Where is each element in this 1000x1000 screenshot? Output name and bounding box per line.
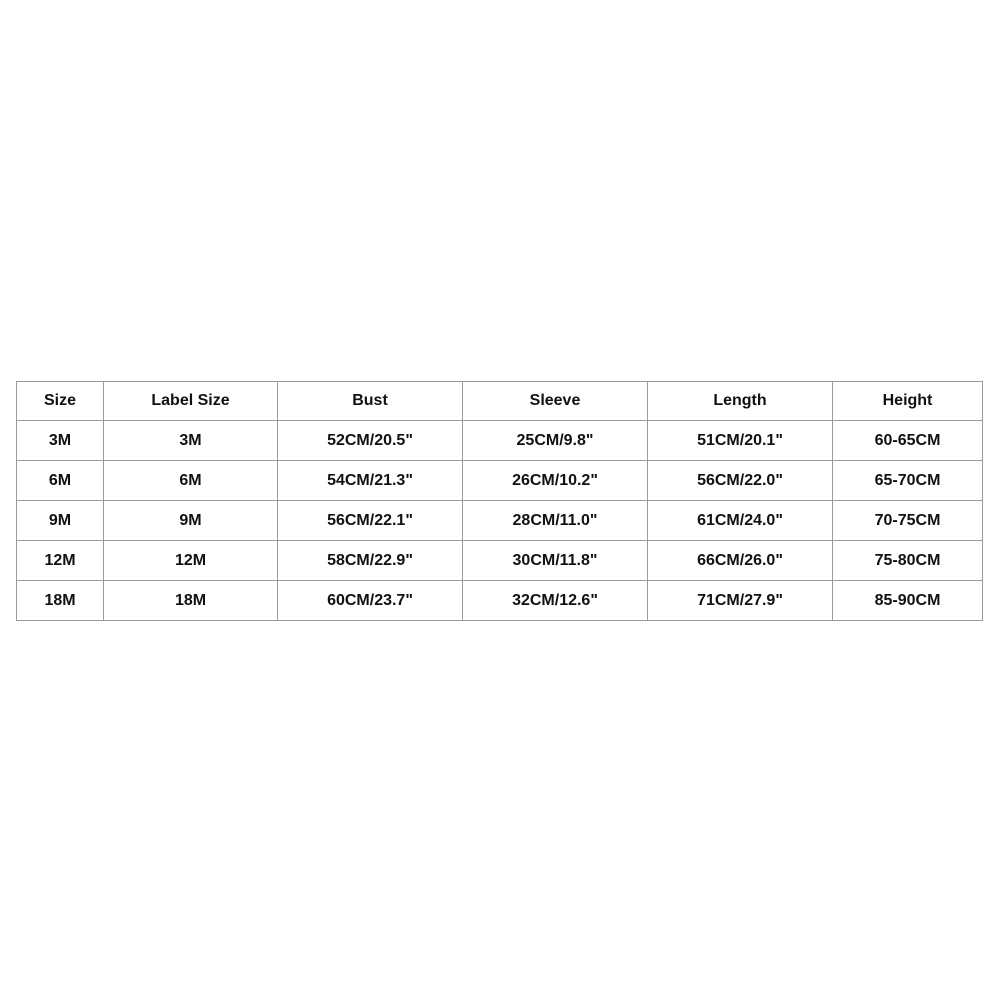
cell-length: 71CM/27.9" — [648, 581, 833, 621]
size-chart-container — [16, 381, 982, 621]
cell-size: 3M — [17, 421, 104, 461]
table-row — [17, 461, 983, 501]
header-length: Length — [648, 382, 833, 421]
cell-size: 12M — [17, 541, 104, 581]
cell-size: 18M — [17, 581, 104, 621]
cell-sleeve: 25CM/9.8" — [463, 421, 648, 461]
header-size: Size — [17, 382, 104, 421]
cell-length: 66CM/26.0" — [648, 541, 833, 581]
cell-length: 51CM/20.1" — [648, 421, 833, 461]
cell-bust: 58CM/22.9" — [278, 541, 463, 581]
header-bust: Bust — [278, 382, 463, 421]
cell-height: 70-75CM — [833, 501, 983, 541]
cell-length: 61CM/24.0" — [648, 501, 833, 541]
cell-height: 75-80CM — [833, 541, 983, 581]
cell-length: 56CM/22.0" — [648, 461, 833, 501]
cell-label-size: 3M — [104, 421, 278, 461]
cell-sleeve: 26CM/10.2" — [463, 461, 648, 501]
cell-label-size: 6M — [104, 461, 278, 501]
table-row — [17, 501, 983, 541]
cell-sleeve: 32CM/12.6" — [463, 581, 648, 621]
size-chart-table — [16, 381, 983, 621]
cell-label-size: 12M — [104, 541, 278, 581]
cell-label-size: 9M — [104, 501, 278, 541]
table-row — [17, 541, 983, 581]
cell-label-size: 18M — [104, 581, 278, 621]
header-row — [17, 382, 983, 421]
cell-height: 85-90CM — [833, 581, 983, 621]
cell-height: 60-65CM — [833, 421, 983, 461]
table-row — [17, 421, 983, 461]
header-sleeve: Sleeve — [463, 382, 648, 421]
cell-bust: 56CM/22.1" — [278, 501, 463, 541]
cell-size: 6M — [17, 461, 104, 501]
cell-size: 9M — [17, 501, 104, 541]
cell-bust: 52CM/20.5" — [278, 421, 463, 461]
table-row — [17, 581, 983, 621]
cell-bust: 60CM/23.7" — [278, 581, 463, 621]
cell-sleeve: 28CM/11.0" — [463, 501, 648, 541]
cell-bust: 54CM/21.3" — [278, 461, 463, 501]
cell-height: 65-70CM — [833, 461, 983, 501]
header-label-size: Label Size — [104, 382, 278, 421]
cell-sleeve: 30CM/11.8" — [463, 541, 648, 581]
header-height: Height — [833, 382, 983, 421]
